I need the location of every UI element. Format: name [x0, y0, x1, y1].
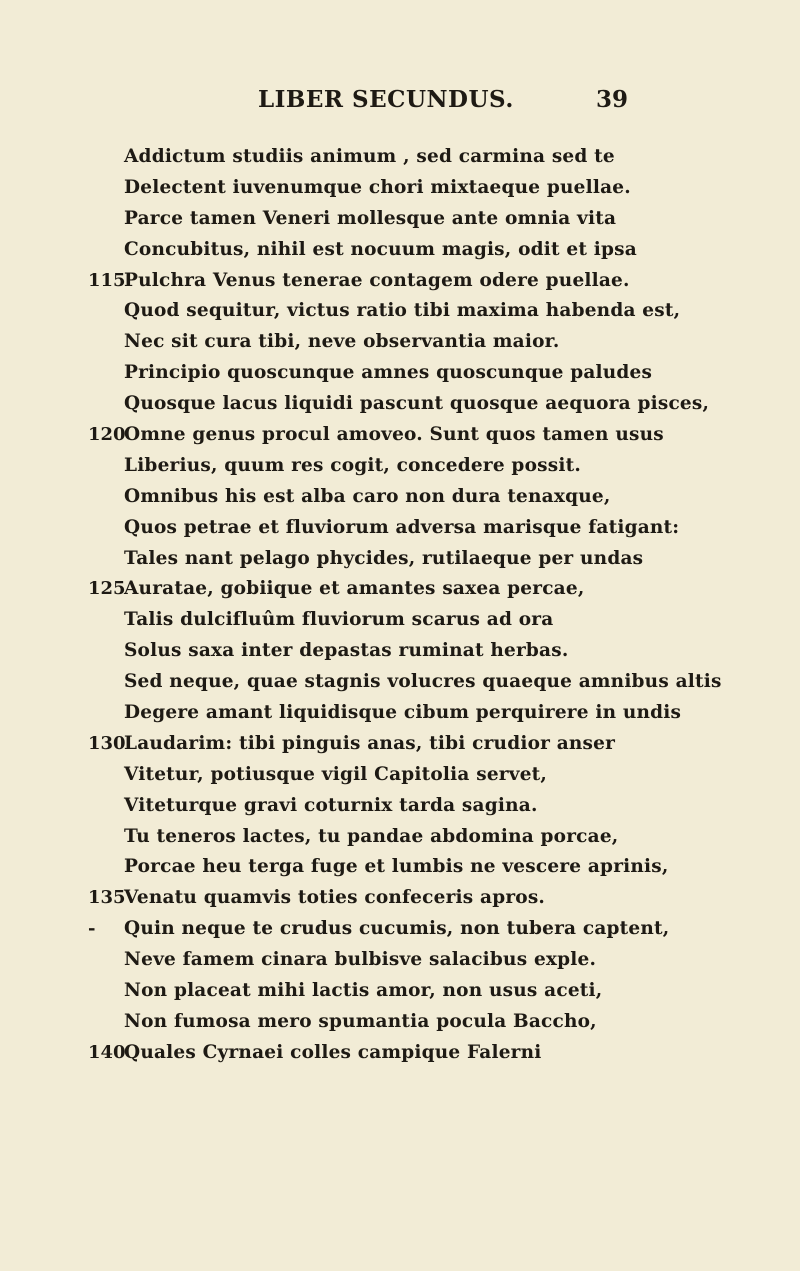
verse-line: [0, 296, 800, 327]
verse-line: [0, 729, 800, 760]
verse-text: Liberius, quum res cogit, concedere possit.: [124, 454, 581, 476]
verse-text: Solus saxa inter depastas ruminat herbas.: [124, 640, 569, 662]
verse-line: [0, 822, 800, 853]
verse-line: [0, 389, 800, 420]
verse-text: Tales nant pelago phycides, rutilaeque per undas: [124, 547, 644, 569]
verse-line: [0, 204, 800, 235]
page-header: [0, 86, 800, 116]
line-number: 130: [88, 732, 126, 754]
verse-line: [0, 883, 800, 914]
verse-text: Degere amant liquidisque cibum perquirere in undis: [124, 702, 682, 724]
verse-line: [0, 914, 800, 945]
verse-text: Laudarim: tibi pinguis anas, tibi crudior anser: [124, 732, 616, 754]
running-head: LIBER SECUNDUS.: [258, 86, 514, 113]
verse-text: Delectent iuvenumque chori mixtaeque puellae.: [124, 176, 631, 198]
verse-text: Neve famem cinara bulbisve salacibus exple.: [124, 949, 597, 971]
verse-line: [0, 513, 800, 544]
verse-line: [0, 760, 800, 791]
verse-text: Addictum studiis animum , sed carmina sed te: [124, 146, 615, 167]
poem-text: [0, 142, 800, 1069]
verse-line: [0, 327, 800, 358]
verse-line: [0, 1038, 800, 1069]
line-number: 125: [88, 578, 126, 600]
verse-text: Quin neque te crudus cucumis, non tubera captent,: [124, 918, 670, 940]
verse-text: Porcae heu terga fuge et lumbis ne vescere aprinis,: [124, 856, 669, 878]
verse-text: Nec sit cura tibi, neve observantia maior.: [124, 331, 560, 353]
verse-line: [0, 698, 800, 729]
verse-text: Principio quoscunque amnes quoscunque paludes: [124, 362, 653, 384]
verse-line: [0, 451, 800, 482]
verse-line: [0, 976, 800, 1007]
verse-text: Non placeat mihi lactis amor, non usus aceti,: [124, 980, 603, 1002]
verse-line: [0, 358, 800, 389]
verse-line: [0, 1007, 800, 1038]
verse-text: Omne genus procul amoveo. Sunt quos tamen usus: [124, 424, 664, 446]
verse-line: [0, 945, 800, 976]
verse-line: [0, 173, 800, 204]
verse-line: [0, 605, 800, 636]
verse-line: [0, 420, 800, 451]
verse-line: [0, 574, 800, 605]
verse-line: [0, 482, 800, 513]
verse-text: Non fumosa mero spumantia pocula Baccho,: [124, 1010, 597, 1032]
verse-line: [0, 266, 800, 297]
verse-text: Quosque lacus liquidi pascunt quosque aequora pisces,: [124, 393, 710, 415]
verse-text: Concubitus, nihil est nocuum magis, odit et ipsa: [124, 238, 637, 260]
verse-text: Tu teneros lactes, tu pandae abdomina porcae,: [124, 825, 619, 847]
verse-line: [0, 235, 800, 266]
verse-text: Pulchra Venus tenerae contagem odere puellae.: [124, 269, 630, 291]
verse-text: Quos petrae et fluviorum adversa marisque fatigant:: [124, 516, 680, 538]
line-number: -: [88, 918, 96, 940]
verse-text: Quales Cyrnaei colles campique Falerni: [124, 1041, 542, 1063]
line-number: 115: [88, 269, 126, 291]
verse-line: [0, 636, 800, 667]
verse-text: Sed neque, quae stagnis volucres quaeque amnibus altis: [124, 671, 722, 693]
verse-line: [0, 142, 800, 173]
verse-text: Parce tamen Veneri mollesque ante omnia vita: [124, 207, 617, 229]
line-number: 140: [88, 1041, 126, 1063]
verse-text: Talis dulcifluûm fluviorum scarus ad ora: [124, 609, 554, 631]
verse-line: [0, 852, 800, 883]
verse-line: [0, 791, 800, 822]
verse-text: Quod sequitur, victus ratio tibi maxima habenda est,: [124, 300, 681, 322]
verse-text: Auratae, gobiique et amantes saxea percae,: [124, 578, 585, 600]
line-number: 120: [88, 424, 126, 446]
verse-text: Vitetur, potiusque vigil Capitolia servet,: [124, 763, 548, 785]
verse-text: Venatu quamvis toties confeceris apros.: [124, 887, 546, 909]
verse-line: [0, 544, 800, 575]
line-number: 135: [88, 887, 126, 909]
verse-text: Omnibus his est alba caro non dura tenaxque,: [124, 485, 611, 507]
verse-line: [0, 667, 800, 698]
page-number: 39: [596, 86, 629, 113]
verse-text: Viteturque gravi coturnix tarda sagina.: [124, 794, 538, 816]
